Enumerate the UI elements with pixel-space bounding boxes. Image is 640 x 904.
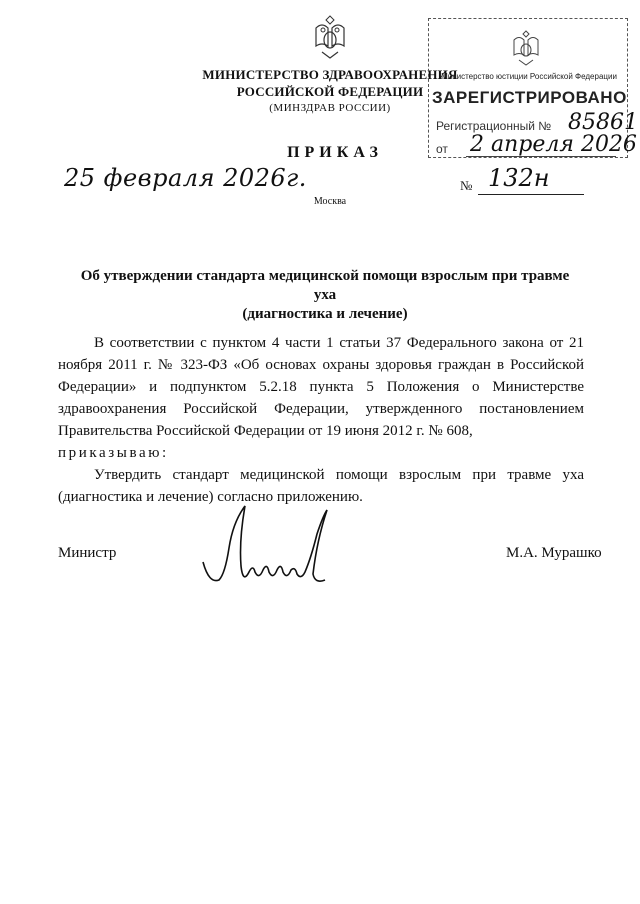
stamp-date-underline: [466, 156, 616, 157]
document-heading: [70, 267, 580, 324]
coat-of-arms-icon: [308, 12, 352, 62]
signer-title: Министр: [58, 545, 117, 561]
stamp-number-label: Регистрационный №: [436, 119, 552, 133]
ministry-abbr: (МИНЗДРАВ РОССИИ): [269, 102, 391, 114]
stamp-agency: Министерство юстиции Российской Федерации: [441, 72, 617, 81]
stamp-date-label: от: [436, 142, 448, 156]
ministry-name-line1: МИНИСТЕРСТВО ЗДРАВООХРАНЕНИЯ: [202, 67, 458, 82]
stamp-number: 85861: [568, 110, 638, 135]
ministry-name-line2: РОССИЙСКОЙ ФЕДЕРАЦИИ: [236, 84, 424, 99]
preamble-paragraph: В соответствии с пунктом 4 части 1 статьи 37 Федерального закона от 21 ноября 2011 г. № 323-ФЗ «Об основах охраны здоровья граждан в Российской Федерации» и подпунктом 5.2.18 пункта 5 Положения о Министерстве здравоохранения Российской Федерации, утвержденного постановлением Правительства Российской Федерации от 19 июня 2012 г. № 608,: [58, 335, 584, 439]
decree-paragraph: Утвердить стандарт медицинской помощи взрослым при травме уха (диагностика и лечение) согласно приложению.: [58, 467, 584, 505]
order-number-label: №: [460, 178, 473, 193]
order-city: Москва: [313, 196, 347, 207]
order-date: 25 февраля 2026г.: [64, 164, 307, 192]
handwritten-signature: [195, 500, 335, 600]
signer-name: М.А. Мурашко: [506, 545, 602, 561]
heading-line2: (диагностика и лечение): [242, 306, 408, 322]
order-number-underline: [478, 194, 584, 195]
stamp-date: 2 апреля 2026: [470, 132, 637, 157]
stamp-emblem-icon: [508, 28, 544, 68]
order-number: 132н: [488, 164, 550, 192]
stamp-registered: ЗАРЕГИСТРИРОВАНО: [432, 88, 627, 107]
document-body: [58, 332, 584, 508]
order-title: ПРИКАЗ: [287, 144, 383, 161]
heading-line1: Об утверждении стандарта медицинской помощи взрослым при травме уха: [80, 268, 570, 303]
decree-word: приказываю:: [58, 445, 169, 461]
